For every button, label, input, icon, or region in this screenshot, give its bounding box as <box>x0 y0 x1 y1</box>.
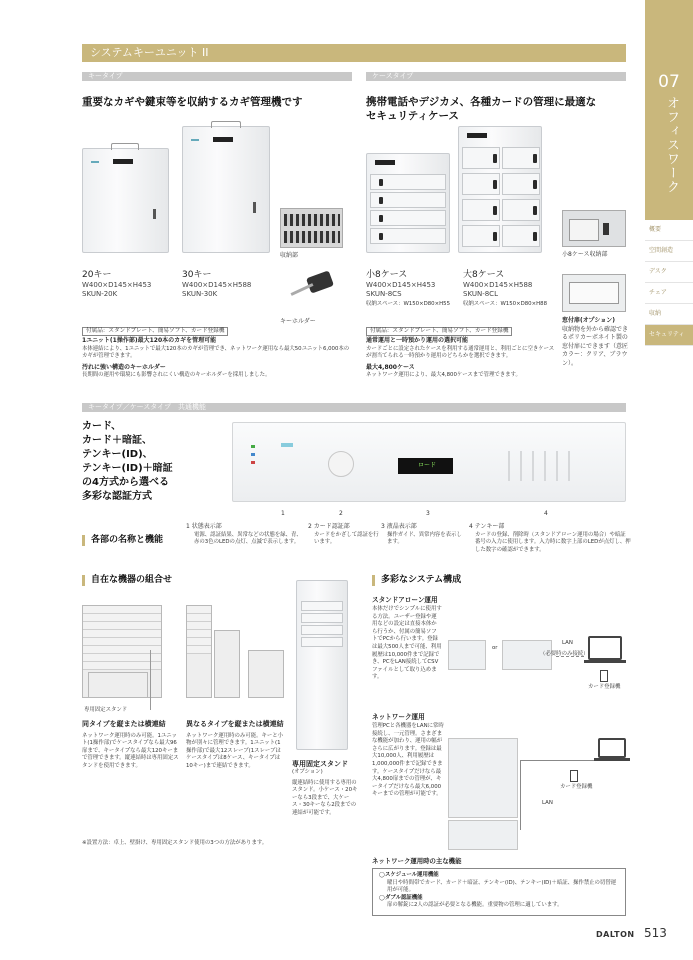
install-note: ※設置方法：卓上、壁掛け、専用固定スタンド使用の3つの方法があります。 <box>82 840 268 846</box>
part-2 <box>308 523 380 547</box>
card-reader-icon <box>328 451 354 477</box>
case-point1-title: 通常運用と一時預かり運用の選択可能 <box>366 337 469 344</box>
standalone-title: スタンドアローン運用 <box>372 596 438 604</box>
model-code: SKUN-20K <box>82 290 118 298</box>
feature2-title: ◯ダブル認証機能 <box>379 894 423 901</box>
window-door-title: 窓付扉(オプション) <box>562 317 615 324</box>
stand-caption: 専用固定スタンド <box>84 707 128 713</box>
diff-type-text: ネットワーク運用時のみ可能。キーと小物が別々に管理できます。1ユニット(1操作部)で最大12スレーブ(1スレーブはケースタイプは8ケース、キータイプは10キー)まで連結できます。 <box>186 732 284 769</box>
chapter-number: 07 <box>658 72 680 92</box>
model-code: SKUN-8CS <box>366 290 402 298</box>
net-card-reg-label: カード登録機 <box>560 784 593 790</box>
part-title: 1 状態表示部 <box>186 523 222 530</box>
page-title: システムキーユニット II <box>82 44 626 62</box>
page-number: 513 <box>644 926 667 940</box>
callout-4: 4 <box>544 510 548 517</box>
part-text: カードをかざして認証を行います。 <box>314 531 379 546</box>
lan-note: （必要時のみ接続） <box>540 651 589 657</box>
fixed-stand-image <box>296 580 348 750</box>
case-accessories: 付属品：スタンドプレート、簡易ソフト、カード登録機 <box>366 327 512 336</box>
network-lan-line <box>520 760 600 830</box>
key-holder-image <box>288 274 336 304</box>
part-title: 2 カード認証部 <box>308 523 350 530</box>
callout-2: 2 <box>339 510 343 517</box>
case-point2-text: ネットワーク運用により、最大4,800ケースまで管理できます。 <box>366 372 521 379</box>
model-size: W400×D145×H588 <box>182 281 252 289</box>
mixed-stack-illustration-2 <box>214 630 240 698</box>
key-model-20 <box>82 270 151 299</box>
model-code: SKUN-8CL <box>463 290 498 298</box>
feature2-text: 扉の解錠に2人の認証が必要となる機能。重要物の管理に適しています。 <box>387 902 563 909</box>
part-text: カードの登録、削除時（スタンドアローン運用の場合）や暗証番号の入力に使用します。入力時に数字上部のLEDが点灯し、押した数字の確認ができます。 <box>475 531 631 553</box>
side-nav-item-storage[interactable]: 収納 <box>645 304 693 325</box>
auth-line: テンキー(ID)＋暗証 <box>82 463 173 474</box>
features-title: ネットワーク運用時の主な機能 <box>372 857 462 865</box>
part-1 <box>186 523 304 547</box>
fixed-stand-text: 縦連結時に使用する専用のスタンド。小ケース・20キーなら3段まで、大ケース・30キーなら2段までの連結が可能です。 <box>292 779 358 816</box>
model-name: 20キー <box>82 270 112 280</box>
net-lan-label: LAN <box>542 800 553 806</box>
key-holder-caption: キーホルダー <box>280 318 316 325</box>
key-cabinet-20-image <box>82 148 169 253</box>
diff-type-title: 異なるタイプを縦または横連結 <box>186 720 284 728</box>
feature1-text: 曜日や時間帯でカード、カード＋暗証、テンキー(ID)、テンキー(ID)＋暗証、操作禁止の切替運用が可能。 <box>387 879 617 894</box>
callout-3: 3 <box>426 510 430 517</box>
auth-line: カード＋暗証、 <box>82 435 152 446</box>
auth-line: 多彩な認証方式 <box>82 491 152 502</box>
diff-type-block <box>186 720 284 770</box>
horizontal-stack-illustration <box>88 672 148 698</box>
model-space: 収納スペース：W150×D80×H88 <box>463 301 548 307</box>
keytype-label: キータイプ <box>82 72 352 81</box>
case-storage-image <box>562 210 626 247</box>
case-point2-title: 最大4,800ケース <box>366 363 415 371</box>
management-pc-base-icon <box>594 758 630 761</box>
network-card-reader-icon <box>570 770 578 782</box>
same-type-title: 同タイプを縦または横連結 <box>82 720 166 728</box>
key-point2-title: 汚れに強い構造のキーホルダー <box>82 363 166 371</box>
casetype-label: ケースタイプ <box>366 72 626 81</box>
part-title: 4 テンキー部 <box>469 523 505 530</box>
casetype-heading-line2: セキュリティケース <box>366 110 459 122</box>
model-name: 小8ケース <box>366 270 408 280</box>
key-model-30 <box>182 270 251 299</box>
model-size: W400×D145×H453 <box>366 281 436 289</box>
model-name: 大8ケース <box>463 270 505 280</box>
lan-label: LAN <box>562 640 573 646</box>
key-point2-text: 長期間の運用や環境にも影響されにくい構造のキーホルダーを採用しました。 <box>82 372 271 379</box>
auth-line: テンキー(ID)、 <box>82 449 153 460</box>
callout-1: 1 <box>281 510 285 517</box>
auth-methods <box>82 420 232 504</box>
keytype-heading: 重要なカギや鍵束等を収納するカギ管理機です <box>82 96 303 108</box>
brand-logo: DALTON <box>596 930 635 939</box>
combo-title: 自在な機器の組合せ <box>82 575 172 586</box>
window-door-text: 収納物を外から確認できるポリカーボネイト製の窓付扉にできます（意匠カラー：クリア、ブラウン）。 <box>562 325 629 367</box>
model-name: 30キー <box>182 270 212 280</box>
mixed-stack-illustration <box>186 605 212 698</box>
feature1-title: ◯スケジュール運用機能 <box>379 872 439 878</box>
part-3 <box>381 523 465 547</box>
window-door-image <box>562 274 626 312</box>
side-nav-item-overview[interactable]: 概要 <box>645 220 693 241</box>
control-panel-image <box>232 422 626 502</box>
case-cabinet-small-image <box>366 153 450 253</box>
case-cabinet-large-image <box>458 126 542 253</box>
model-size: W400×D145×H453 <box>82 281 152 289</box>
pc-base-icon <box>584 660 626 663</box>
auth-line: カード、 <box>82 421 122 432</box>
case-model-large <box>463 270 547 309</box>
side-nav-item-desk[interactable]: デスク <box>645 262 693 283</box>
network-text: 管理PCと各機器をLANに常時接続し、一元管理。さまざまな機能が加わり、運用の幅がさらに広がります。登録は最大10,000人、利用履歴は1,000,000件まで記録できます。ケースタイプだけなら最大4,800扉までの管理が、キータイプだけなら最大6,000キーまでの管理が可能です。 <box>372 723 444 798</box>
tenkey-icon <box>498 451 578 481</box>
pc-icon <box>588 636 622 660</box>
management-pc-icon <box>598 738 626 758</box>
model-size: W400×D145×H588 <box>463 281 533 289</box>
side-nav-item-chair[interactable]: チェア <box>645 283 693 304</box>
lcd-display: ロード <box>398 458 453 474</box>
key-point1-text: 本体連結により、1ユニットで最大120本のカギが管理でき、ネットワーク運用なら最大50ユニット6,000本のカギが管理できます。 <box>82 345 350 360</box>
or-label: or <box>492 645 498 651</box>
key-storage-image <box>280 208 343 248</box>
part-title: 3 液晶表示部 <box>381 523 417 530</box>
key-storage-caption: 収納部 <box>280 252 299 259</box>
fixed-stand-block <box>292 760 358 818</box>
key-points <box>82 337 352 380</box>
case-point1-text: カードごとに設定されたケースを利用する通常運用と、利用ごとに空きケースが割当てられる一時預かり運用のどちらかを選択できます。 <box>366 345 555 360</box>
features-box <box>372 868 626 916</box>
case-points <box>366 337 556 380</box>
model-space: 収納スペース：W150×D80×H55 <box>366 301 451 307</box>
key-accessories: 付属品：スタンドプレート、簡易ソフト、カード登録機 <box>82 327 228 336</box>
chapter-title: オフィスワーク <box>664 96 679 194</box>
key-cabinet-30-image <box>182 126 270 253</box>
casetype-heading <box>366 95 626 123</box>
stand-illustration <box>150 650 168 710</box>
part-text: 操作ガイド、異常内容を表示します。 <box>387 531 462 546</box>
system-title: 多彩なシステム構成 <box>372 575 461 586</box>
parts-title: 各部の名称と機能 <box>82 535 163 546</box>
network-units-illustration <box>448 738 518 818</box>
side-nav <box>645 220 693 346</box>
same-type-text: ネットワーク運用時のみ可能。1ユニット(1操作部)でケースタイプなら最大96扉まで、キータイプなら最大120キーまで管理できます。縦連結時は専用固定スタンドを使用できます。 <box>82 732 179 769</box>
side-nav-item-security[interactable]: セキュリティ <box>645 325 693 346</box>
casetype-heading-line1: 携帯電話やデジカメ、各種カードの管理に最適な <box>366 96 597 108</box>
card-reader-device-icon <box>600 670 608 682</box>
window-door <box>562 317 632 369</box>
case-storage-caption: 小8ケース収納部 <box>562 251 608 258</box>
network-units-illustration-2 <box>448 820 518 850</box>
model-code: SKUN-30K <box>182 290 218 298</box>
chapter-tab <box>645 0 693 220</box>
key-point1-title: 1ユニット(1操作部)最大120本のカギを管理可能 <box>82 337 217 344</box>
standalone-text: 本体だけでシンプルに使用する方法。ユーザー登録や運用などの設定は直接本体から行うか、付属の簡易ソフトでPCから行います。登録は最大500人まで可能、利用履歴は10,000件まで記録でき、PCをLAN接続してCSVファイルとして取り込めます。 <box>372 606 442 681</box>
common-label: キータイプ／ケースタイプ 共通機能 <box>82 403 626 412</box>
part-4 <box>469 523 631 554</box>
card-reg-label: カード登録機 <box>588 684 621 690</box>
side-nav-item-space[interactable]: 空間創造 <box>645 241 693 262</box>
standalone-unit-illustration <box>448 640 486 670</box>
auth-line: の4方式から選べる <box>82 477 169 488</box>
part-text: 電源、認証結果、異常などの状態を緑、青、赤の3色のLEDの点灯、点滅で表示します。 <box>194 531 302 546</box>
mixed-stack-illustration-3 <box>248 650 284 698</box>
callout-numbers <box>236 510 626 520</box>
network-title: ネットワーク運用 <box>372 713 425 721</box>
fixed-stand-option: (オプション) <box>292 769 323 775</box>
case-model-small <box>366 270 450 309</box>
fixed-stand-title: 専用固定スタンド <box>292 760 348 768</box>
same-type-block <box>82 720 180 770</box>
